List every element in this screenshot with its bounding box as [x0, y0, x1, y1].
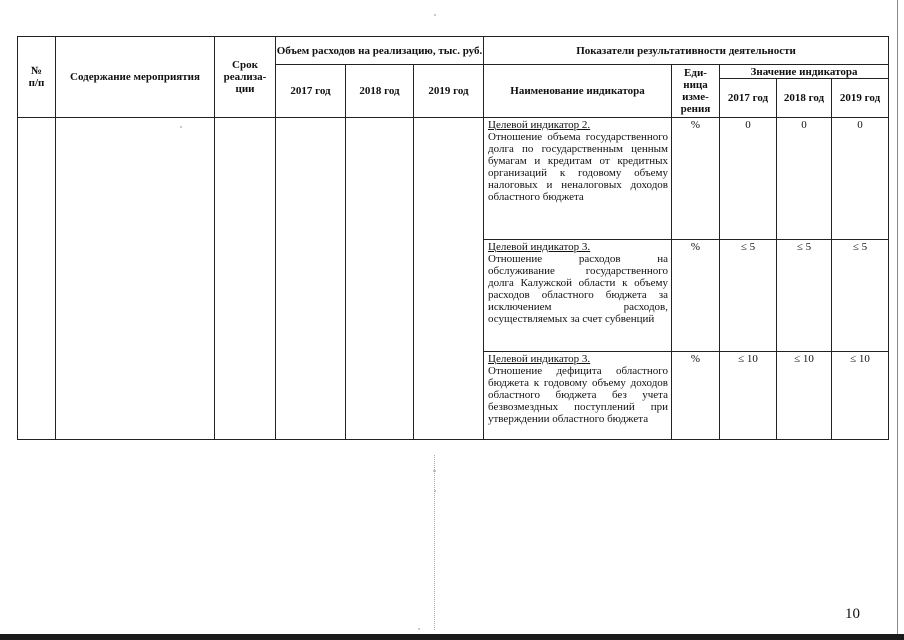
indicator-cell: [484, 118, 672, 240]
indicator-value-2018: 0: [777, 118, 832, 240]
header-value-2017: 2017 год: [720, 79, 777, 118]
indicator-value-2017: ≤ 10: [720, 352, 777, 440]
header-term: Срок реализа- ции: [215, 37, 276, 118]
indicator-value-2019: ≤ 10: [832, 352, 889, 440]
indicator-unit: %: [672, 118, 720, 240]
cell-term: [215, 118, 276, 440]
indicator-value-2019: ≤ 5: [832, 240, 889, 352]
indicator-value-2017: ≤ 5: [720, 240, 777, 352]
header-unit: Еди- ница изме- рения: [672, 65, 720, 118]
indicator-cell: [484, 240, 672, 352]
indicator-title: Целевой индикатор 3.: [488, 353, 591, 365]
indicator-title: Целевой индикатор 3.: [488, 241, 591, 253]
header-year-2017: 2017 год: [276, 65, 346, 118]
cell-content: [56, 118, 215, 440]
measures-table: [17, 36, 889, 440]
scan-speck: [418, 628, 420, 630]
header-year-2018: 2018 год: [346, 65, 414, 118]
header-year-2019: 2019 год: [414, 65, 484, 118]
cell-expense-2019: [414, 118, 484, 440]
indicator-text: Отношение объема государственного долга по государственным ценным бумагам и кредитам от кредитных организаций к годовому объему налоговых и неналоговых доходов областного бюджета: [488, 131, 668, 203]
cell-expense-2017: [276, 118, 346, 440]
indicator-value-2018: ≤ 5: [777, 240, 832, 352]
scan-artifact-line: [434, 455, 435, 630]
scan-speck: [434, 14, 436, 16]
header-indicator-name: Наименование индикатора: [484, 65, 672, 118]
cell-expense-2018: [346, 118, 414, 440]
indicator-unit: %: [672, 240, 720, 352]
header-value-2018: 2018 год: [777, 79, 832, 118]
indicator-unit: %: [672, 352, 720, 440]
indicator-title: Целевой индикатор 2.: [488, 119, 591, 131]
header-expenses: Объем расходов на реализацию, тыс. руб.: [276, 37, 484, 65]
header-indicator-value: Значение индикатора: [720, 65, 889, 79]
header-number: № п/п: [18, 37, 56, 118]
indicator-value-2017: 0: [720, 118, 777, 240]
indicator-value-2019: 0: [832, 118, 889, 240]
page-bottom-edge: [0, 634, 904, 640]
indicator-value-2018: ≤ 10: [777, 352, 832, 440]
page-number: 10: [845, 606, 860, 622]
header-content: Содержание мероприятия: [56, 37, 215, 118]
indicator-text: Отношение расходов на обслуживание государственного долга Калужской области к объему расходов областного бюджета за исключением расходов, осуществляемых за счет субвенций: [488, 253, 668, 325]
table-row: [18, 118, 889, 240]
header-value-2019: 2019 год: [832, 79, 889, 118]
header-performance: Показатели результативности деятельности: [484, 37, 889, 65]
cell-number: [18, 118, 56, 440]
page-edge: [897, 0, 898, 640]
indicator-cell: [484, 352, 672, 440]
indicator-text: Отношение дефицита областного бюджета к годовому объему доходов областного бюджета без учета безвозмездных поступлений при утверждении областного бюджета: [488, 365, 668, 425]
